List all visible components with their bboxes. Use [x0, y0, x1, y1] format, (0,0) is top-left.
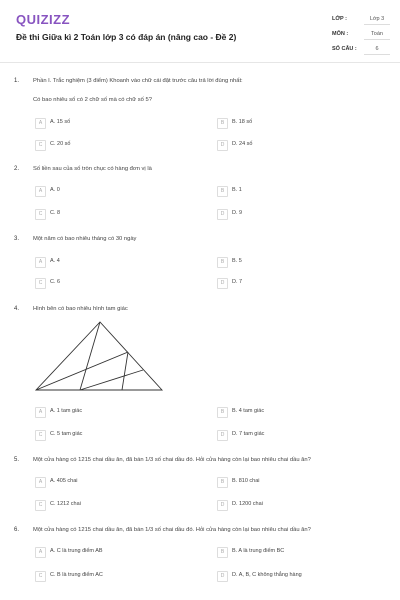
question-number: 3. — [14, 236, 20, 242]
question-number: 2. — [14, 166, 20, 172]
option-text: B. 1 — [232, 187, 242, 193]
option-letter-box: A — [35, 257, 46, 268]
option-letter-box: D — [217, 571, 228, 582]
meta-label: LỚP : — [332, 16, 347, 22]
option-text: C. 6 — [50, 279, 61, 285]
question-text: Hình bên có bao nhiêu hình tam giác — [33, 306, 128, 312]
inner-segment — [80, 370, 143, 390]
quizizz-logo: QUIZIZZ — [16, 12, 71, 27]
worksheet-title: Đề thi Giữa kì 2 Toán lớp 3 có đáp án (nâng cao - Đề 2) — [16, 32, 237, 42]
option-letter-box: D — [217, 278, 228, 289]
option-text: D. 7 — [232, 279, 243, 285]
meta-row-count — [332, 44, 390, 56]
question-text: Số liền sau của số tròn chục có hàng đơn vị là — [33, 166, 152, 172]
option-letter-box: B — [217, 407, 228, 418]
option-letter-box: C — [35, 278, 46, 289]
option-text: D. 1200 chai — [232, 501, 263, 507]
option-letter-box: A — [35, 407, 46, 418]
question-text: Một cửa hàng có 1215 chai dầu ăn, đã bán 1/3 số chai dầu đó. Hỏi cửa hàng còn lại bao nhiêu chai dầu ăn? — [33, 457, 311, 463]
option-text: B. A là trung điểm BC — [232, 548, 285, 554]
option-text: A. C là trung điểm AB — [50, 548, 103, 554]
option-text: B. 5 — [232, 258, 242, 264]
option-text: C. 5 tam giác — [50, 431, 83, 437]
inner-segment — [122, 352, 128, 390]
question-text: Một cửa hàng có 1215 chai dầu ăn, đã bán 1/3 số chai dầu đó. Hỏi cửa hàng còn lại bao nhiêu chai dầu ăn? — [33, 527, 311, 533]
option-text: D. 7 tam giác — [232, 431, 265, 437]
question-subtext: Có bao nhiêu số có 2 chữ số mà có chữ số 5? — [33, 97, 152, 103]
option-text: A. 15 số — [50, 119, 71, 125]
option-text: B. 18 số — [232, 119, 253, 125]
option-letter-box: C — [35, 140, 46, 151]
question-text: Một năm có bao nhiêu tháng có 30 ngày — [33, 236, 137, 242]
option-text: B. 4 tam giác — [232, 408, 265, 414]
option-text: C. B là trung điểm AC — [50, 572, 103, 578]
option-letter-box: B — [217, 186, 228, 197]
option-letter-box: C — [35, 571, 46, 582]
option-text: C. 20 số — [50, 141, 71, 147]
meta-value-field[interactable]: Toán — [364, 29, 390, 40]
meta-row-class — [332, 14, 390, 26]
option-letter-box: C — [35, 430, 46, 441]
question-number: 1. — [14, 78, 20, 84]
meta-value-field[interactable]: 6 — [364, 44, 390, 55]
meta-label: SỐ CÂU : — [332, 46, 357, 52]
triangle-figure — [30, 318, 170, 394]
option-letter-box: B — [217, 477, 228, 488]
question-number: 5. — [14, 457, 20, 463]
option-letter-box: D — [217, 209, 228, 220]
meta-label: MÔN : — [332, 31, 349, 37]
worksheet-header — [0, 0, 400, 63]
option-text: C. 1212 chai — [50, 501, 81, 507]
option-letter-box: A — [35, 477, 46, 488]
option-text: D. 24 số — [232, 141, 253, 147]
option-letter-box: D — [217, 500, 228, 511]
question-number: 6. — [14, 527, 20, 533]
option-letter-box: B — [217, 257, 228, 268]
meta-value-field[interactable]: Lớp 3 — [364, 14, 390, 25]
option-letter-box: C — [35, 209, 46, 220]
outer-triangle — [36, 322, 162, 390]
option-letter-box: B — [217, 547, 228, 558]
option-letter-box: A — [35, 118, 46, 129]
option-letter-box: A — [35, 547, 46, 558]
option-letter-box: C — [35, 500, 46, 511]
option-text: D. 9 — [232, 210, 243, 216]
meta-row-subject — [332, 29, 390, 41]
option-text: D. A, B, C không thẳng hàng — [232, 572, 302, 578]
option-letter-box: D — [217, 430, 228, 441]
question-number: 4. — [14, 306, 20, 312]
option-letter-box: D — [217, 140, 228, 151]
option-text: B. 810 chai — [232, 478, 260, 484]
question-text: Phần I. Trắc nghiệm (3 điểm) Khoanh vào chữ cái đặt trước câu trả lời đúng nhất: — [33, 78, 243, 84]
option-text: A. 405 chai — [50, 478, 78, 484]
option-letter-box: A — [35, 186, 46, 197]
option-letter-box: B — [217, 118, 228, 129]
option-text: A. 4 — [50, 258, 60, 264]
option-text: A. 1 tam giác — [50, 408, 83, 414]
option-text: C. 8 — [50, 210, 61, 216]
option-text: A. 0 — [50, 187, 60, 193]
